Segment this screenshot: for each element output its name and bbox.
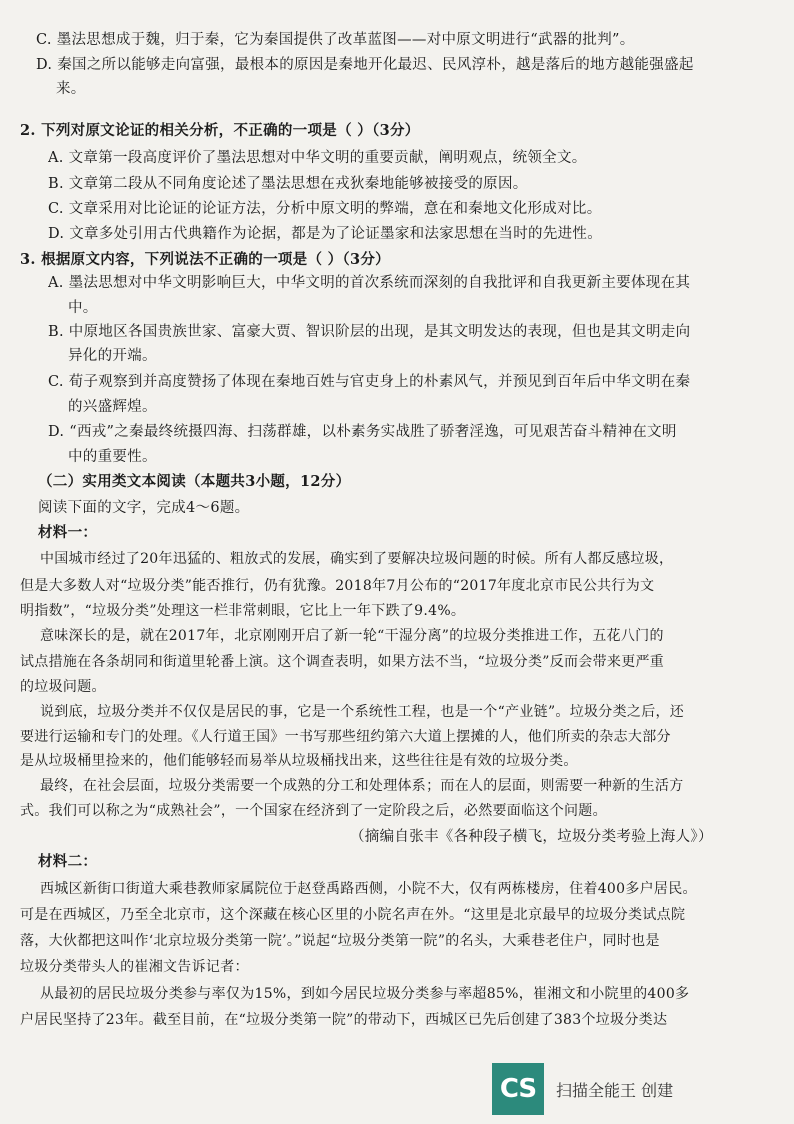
text-line: 试点措施在各条胡同和街道里轮番上演。这个调查表明，如果方法不当，“垃圾分类”反而会带来更严重 <box>20 654 665 670</box>
text-line: 阅读下面的文字，完成4～6题。 <box>38 500 250 516</box>
text-line: B. 中原地区各国贵族世家、富豪大贾、智识阶层的出现，是其文明发达的表现，但也是其文明走向 <box>48 324 691 340</box>
text-line: 的兴盛辉煌。 <box>68 399 157 415</box>
text-line: C. 荀子观察到并高度赞扬了体现在秦地百姓与官吏身上的朴素风气，并预见到百年后中华文明在秦 <box>48 374 691 390</box>
text-line: C. 墨法思想成于魏，归于秦，它为秦国提供了改革蓝图——对中原文明进行“武器的批判”。 <box>36 32 635 48</box>
text-line: （二）实用类文本阅读（本题共3小题，12分） <box>38 473 351 490</box>
camscanner-logo-icon: CS <box>492 1063 544 1115</box>
text-line: C. 文章采用对比论证的论证方法，分析中原文明的弊端，意在和秦地文化形成对比。 <box>48 201 602 217</box>
text-line: 异化的开端。 <box>68 348 157 364</box>
text-line: 要进行运输和专门的处理。《人行道王国》一书写那些纽约第六大道上摆摊的人，他们所卖的杂志大部分 <box>20 729 671 745</box>
text-line: 明指数”，“垃圾分类”处理这一栏非常刺眼，它比上一年下跌了9.4%。 <box>20 603 466 619</box>
text-line: （摘编自张丰《各种段子横飞，垃圾分类考验上海人》） <box>350 829 713 845</box>
text-line: 2. 下列对原文论证的相关分析，不正确的一项是（ ）（3分） <box>20 122 420 139</box>
text-line: 最终，在社会层面，垃圾分类需要一个成熟的分工和处理体系；而在人的层面，则需要一种新的生活方 <box>40 778 684 794</box>
text-line: 来。 <box>56 81 86 97</box>
text-line: 中。 <box>68 300 98 316</box>
text-line: D. 秦国之所以能够走向富强，最根本的原因是秦地开化最迟、民风淳朴，越是落后的地方越能强盛起 <box>36 57 694 73</box>
text-line: A. 文章第一段高度评价了墨法思想对中华文明的重要贡献，阐明观点，统领全文。 <box>48 150 587 166</box>
text-line: 材料一： <box>38 524 98 541</box>
text-line: D. “西戎”之秦最终统摄四海、扫荡群雄，以朴素务实战胜了骄奢淫逸，可见艰苦奋斗精神在文明 <box>48 424 677 440</box>
text-line: 西城区新街口街道大乘巷教师家属院位于赵登禹路西侧，小院不大，仅有两栋楼房，住着400多户居民。 <box>40 881 697 897</box>
text-line: 意味深长的是，就在2017年，北京刚刚开启了新一轮“干湿分离”的垃圾分类推进工作，五花八门的 <box>40 628 664 644</box>
text-line: 中国城市经过了20年迅猛的、粗放式的发展，确实到了要解决垃圾问题的时候。所有人都反感垃圾， <box>40 551 674 567</box>
text-line: D. 文章多处引用古代典籍作为论据，都是为了论证墨家和法家思想在当时的先进性。 <box>48 226 603 242</box>
text-line: 是从垃圾桶里捡来的，他们能够轻而易举从垃圾桶找出来，这些往往是有效的垃圾分类。 <box>20 753 578 769</box>
text-line: 材料二： <box>38 853 98 870</box>
text-line: 可是在西城区，乃至全北京市，这个深藏在核心区里的小院名声在外。“这里是北京最早的垃圾分类试点院 <box>20 907 686 923</box>
text-line: 从最初的居民垃圾分类参与率仅为15%，到如今居民垃圾分类参与率超85%，崔湘文和小院里的400多 <box>40 986 690 1002</box>
text-line: 垃圾分类带头人的崔湘文告诉记者： <box>20 959 249 975</box>
text-line: 中的重要性。 <box>68 449 157 465</box>
text-line: 但是大多数人对“垃圾分类”能否推行，仍有犹豫。2018年7月公布的“2017年度北京市民公共行为文 <box>20 578 655 594</box>
text-line: B. 文章第二段从不同角度论述了墨法思想在戎狄秦地能够被接受的原因。 <box>48 176 528 192</box>
text-line: 说到底，垃圾分类并不仅仅是居民的事，它是一个系统性工程，也是一个“产业链”。垃圾分类之后，还 <box>40 704 685 720</box>
text-line: A. 墨法思想对中华文明影响巨大，中华文明的首次系统而深刻的自我批评和自我更新主要体现在其 <box>48 275 691 291</box>
text-line: 式。我们可以称之为“成熟社会”，一个国家在经济到了一定阶段之后，必然要面临这个问题。 <box>20 803 607 819</box>
text-line: 的垃圾问题。 <box>20 679 106 695</box>
camscanner-watermark-label: 扫描全能王 创建 <box>556 1081 674 1100</box>
text-line: 户居民坚持了23年。截至目前，在“垃圾分类第一院”的带动下，西城区已先后创建了383个垃圾分类达 <box>20 1012 668 1028</box>
text-line: 3. 根据原文内容，下列说法不正确的一项是（ ）（3分） <box>20 251 390 268</box>
text-line: 落，大伙都把这叫作‘北京垃圾分类第一院’。”说起“垃圾分类第一院”的名头，大乘巷老住户，同时也是 <box>20 933 660 949</box>
